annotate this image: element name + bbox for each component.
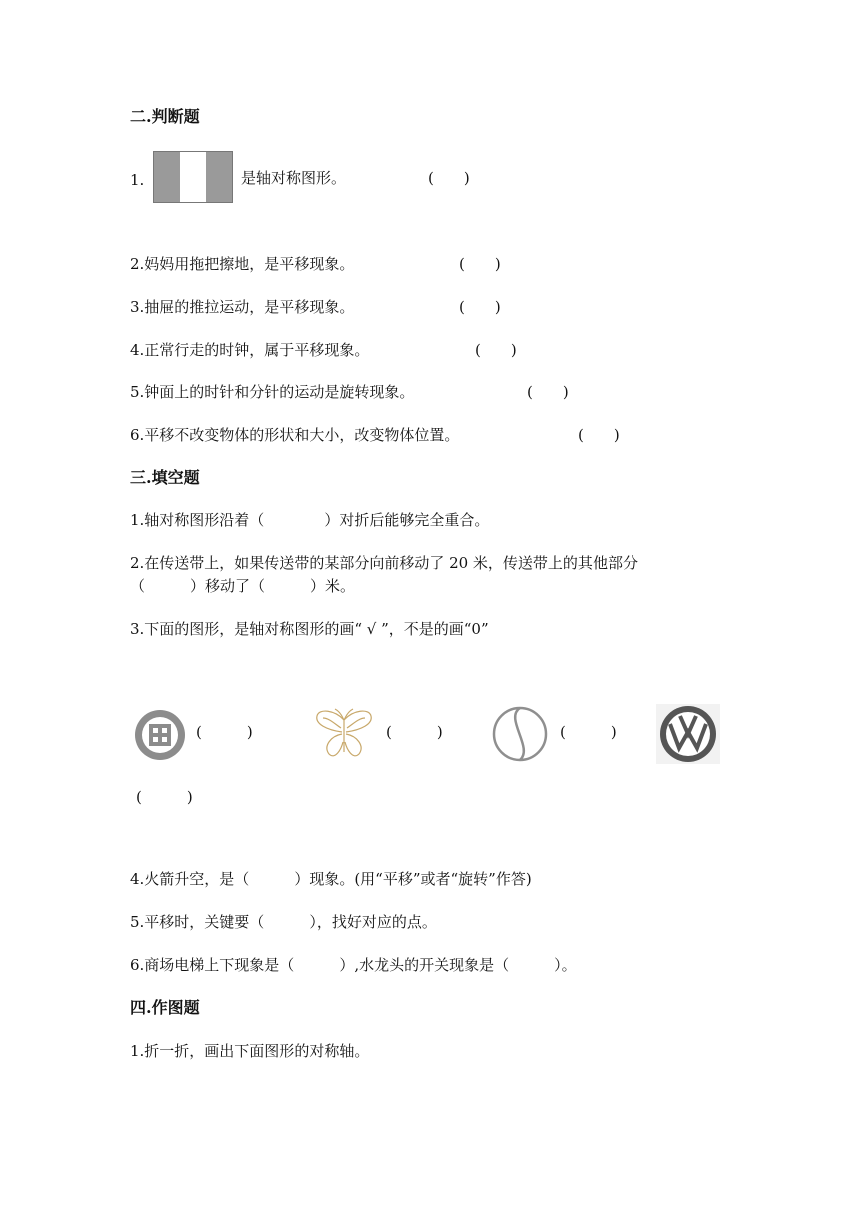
judge-q2-paren: ( ) — [459, 255, 501, 273]
judge-q6-text: 6.平移不改变物体的形状和大小，改变物体位置。 — [130, 426, 460, 444]
judge-q3-text: 3.抽屉的推拉运动，是平移现象。 — [130, 298, 355, 316]
judge-q6-paren: ( ) — [578, 426, 620, 444]
tricolor-flag-figure — [153, 151, 233, 203]
judge-q5-paren: ( ) — [527, 383, 569, 401]
butterfly-icon — [313, 706, 375, 762]
fill-q4-text: 4.火箭升空，是（ ）现象。(用“平移”或者“旋转”作答) — [130, 870, 532, 888]
section-title-judge: 二.判断题 — [130, 107, 200, 126]
fill-q3-paren-1: ( ) — [196, 723, 253, 741]
fill-q2-line1: 2.在传送带上，如果传送带的某部分向前移动了 20 米，传送带上的其他部分 — [130, 554, 638, 572]
draw-q1-text: 1.折一折，画出下面图形的对称轴。 — [130, 1042, 370, 1060]
vw-logo-icon — [656, 704, 720, 764]
fill-q3-paren-4: ( ) — [136, 788, 193, 806]
judge-q1-text: 是轴对称图形。 — [241, 169, 347, 187]
bank-coin-logo-icon — [132, 707, 188, 763]
judge-q4-paren: ( ) — [475, 341, 517, 359]
fill-q3-text: 3.下面的图形，是轴对称图形的画“ √ ”，不是的画“0” — [130, 620, 489, 638]
judge-q3-paren: ( ) — [459, 298, 501, 316]
fill-q3-paren-3: ( ) — [560, 723, 617, 741]
judge-q2-text: 2.妈妈用拖把擦地，是平移现象。 — [130, 255, 355, 273]
fill-q2-line2: （ ）移动了（ ）米。 — [130, 577, 356, 595]
tennis-ball-logo-icon — [490, 704, 550, 764]
section-title-fill: 三.填空题 — [130, 468, 200, 487]
judge-q1-number: 1. — [130, 171, 145, 189]
section-title-draw: 四.作图题 — [130, 998, 200, 1017]
judge-q1-paren: ( ) — [428, 169, 470, 187]
fill-q3-paren-2: ( ) — [386, 723, 443, 741]
fill-q5-text: 5.平移时，关键要（ ），找好对应的点。 — [130, 913, 437, 931]
judge-q4-text: 4.正常行走的时钟，属于平移现象。 — [130, 341, 370, 359]
fill-q1-text: 1.轴对称图形沿着（ ）对折后能够完全重合。 — [130, 511, 490, 529]
fill-q6-text: 6.商场电梯上下现象是（ ）,水龙头的开关现象是（ ）。 — [130, 956, 577, 974]
judge-q5-text: 5.钟面上的时针和分针的运动是旋转现象。 — [130, 383, 415, 401]
